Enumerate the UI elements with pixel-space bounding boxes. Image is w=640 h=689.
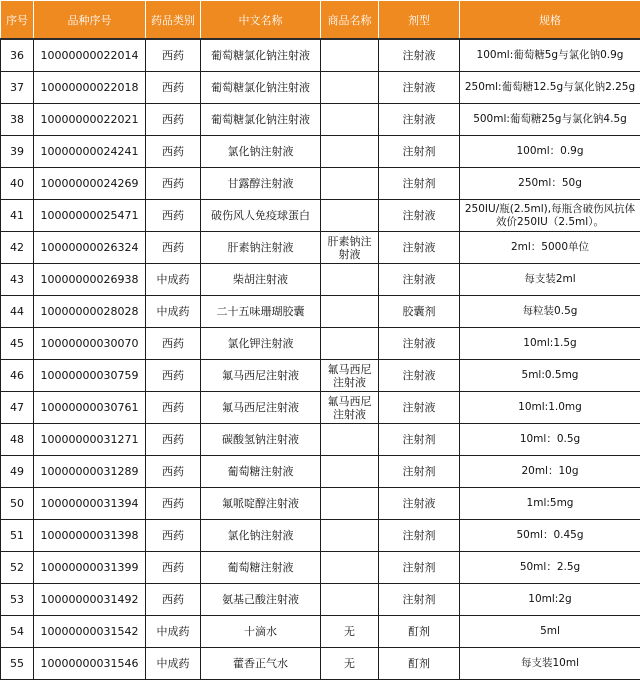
cell-variety-number: 10000000024269 <box>34 168 146 200</box>
cell-index: 50 <box>1 488 34 520</box>
cell-specification: 5ml <box>460 616 640 648</box>
cell-index: 40 <box>1 168 34 200</box>
header-chinese-name: 中文名称 <box>201 1 321 40</box>
cell-variety-number: 10000000024241 <box>34 136 146 168</box>
cell-dosage-form: 酊剂 <box>379 616 460 648</box>
cell-variety-number: 10000000030070 <box>34 328 146 360</box>
cell-specification: 250ml:葡萄糖12.5g与氯化钠2.25g <box>460 72 640 104</box>
table-row <box>1 296 640 328</box>
cell-trade-name <box>321 456 379 488</box>
cell-dosage-form: 注射液 <box>379 360 460 392</box>
cell-specification: 100ml：0.9g <box>460 136 640 168</box>
cell-specification: 10ml：0.5g <box>460 424 640 456</box>
cell-drug-category: 西药 <box>146 456 201 488</box>
cell-specification: 2ml：5000单位 <box>460 232 640 264</box>
cell-drug-category: 西药 <box>146 168 201 200</box>
cell-chinese-name: 氟哌啶醇注射液 <box>201 488 321 520</box>
cell-trade-name <box>321 296 379 328</box>
cell-index: 38 <box>1 104 34 136</box>
cell-drug-category: 中成药 <box>146 296 201 328</box>
cell-trade-name: 肝素钠注射液 <box>321 232 379 264</box>
cell-trade-name <box>321 168 379 200</box>
cell-variety-number: 10000000026938 <box>34 264 146 296</box>
cell-specification: 250ml：50g <box>460 168 640 200</box>
table-row <box>1 584 640 616</box>
cell-variety-number: 10000000031289 <box>34 456 146 488</box>
cell-dosage-form: 注射液 <box>379 488 460 520</box>
table-row <box>1 232 640 264</box>
table-row <box>1 520 640 552</box>
cell-variety-number: 10000000022021 <box>34 104 146 136</box>
cell-index: 52 <box>1 552 34 584</box>
cell-drug-category: 中成药 <box>146 648 201 680</box>
cell-variety-number: 10000000030759 <box>34 360 146 392</box>
cell-chinese-name: 氯化钠注射液 <box>201 520 321 552</box>
cell-dosage-form: 注射剂 <box>379 424 460 456</box>
cell-drug-category: 西药 <box>146 104 201 136</box>
cell-index: 51 <box>1 520 34 552</box>
cell-chinese-name: 肝素钠注射液 <box>201 232 321 264</box>
cell-chinese-name: 碳酸氢钠注射液 <box>201 424 321 456</box>
cell-dosage-form: 酊剂 <box>379 648 460 680</box>
cell-dosage-form: 胶囊剂 <box>379 296 460 328</box>
cell-trade-name <box>321 520 379 552</box>
cell-chinese-name: 藿香正气水 <box>201 648 321 680</box>
header-specification: 规格 <box>460 1 640 40</box>
cell-variety-number: 10000000031271 <box>34 424 146 456</box>
table-row <box>1 488 640 520</box>
cell-trade-name <box>321 584 379 616</box>
header-drug-category: 药品类别 <box>146 1 201 40</box>
cell-drug-category: 西药 <box>146 136 201 168</box>
table-row <box>1 264 640 296</box>
cell-trade-name <box>321 200 379 232</box>
cell-variety-number: 10000000022014 <box>34 39 146 72</box>
cell-dosage-form: 注射液 <box>379 104 460 136</box>
cell-chinese-name: 氨基己酸注射液 <box>201 584 321 616</box>
cell-chinese-name: 破伤风人免疫球蛋白 <box>201 200 321 232</box>
table-row <box>1 72 640 104</box>
cell-drug-category: 西药 <box>146 552 201 584</box>
cell-variety-number: 10000000031546 <box>34 648 146 680</box>
cell-trade-name: 氟马西尼注射液 <box>321 360 379 392</box>
cell-dosage-form: 注射液 <box>379 72 460 104</box>
cell-chinese-name: 氯化钠注射液 <box>201 136 321 168</box>
cell-variety-number: 10000000026324 <box>34 232 146 264</box>
cell-chinese-name: 十滴水 <box>201 616 321 648</box>
table-row <box>1 200 640 232</box>
cell-drug-category: 西药 <box>146 232 201 264</box>
cell-index: 44 <box>1 296 34 328</box>
cell-dosage-form: 注射液 <box>379 39 460 72</box>
cell-specification: 500ml:葡萄糖25g与氯化钠4.5g <box>460 104 640 136</box>
cell-index: 39 <box>1 136 34 168</box>
cell-specification: 1ml:5mg <box>460 488 640 520</box>
cell-index: 55 <box>1 648 34 680</box>
table-row <box>1 39 640 72</box>
cell-trade-name <box>321 328 379 360</box>
cell-variety-number: 10000000031398 <box>34 520 146 552</box>
cell-specification: 每支装10ml <box>460 648 640 680</box>
table-row <box>1 424 640 456</box>
table-row <box>1 136 640 168</box>
table-row <box>1 392 640 424</box>
cell-index: 43 <box>1 264 34 296</box>
header-dosage-form: 剂型 <box>379 1 460 40</box>
cell-drug-category: 西药 <box>146 328 201 360</box>
cell-variety-number: 10000000022018 <box>34 72 146 104</box>
cell-specification: 50ml：2.5g <box>460 552 640 584</box>
cell-specification: 10ml:1.0mg <box>460 392 640 424</box>
cell-dosage-form: 注射液 <box>379 328 460 360</box>
cell-drug-category: 西药 <box>146 424 201 456</box>
cell-index: 49 <box>1 456 34 488</box>
table-row <box>1 552 640 584</box>
table-row <box>1 328 640 360</box>
cell-specification: 50ml：0.45g <box>460 520 640 552</box>
table-row <box>1 616 640 648</box>
cell-dosage-form: 注射剂 <box>379 168 460 200</box>
cell-chinese-name: 氟马西尼注射液 <box>201 360 321 392</box>
cell-dosage-form: 注射液 <box>379 232 460 264</box>
cell-variety-number: 10000000031394 <box>34 488 146 520</box>
table-row <box>1 456 640 488</box>
cell-specification: 20ml：10g <box>460 456 640 488</box>
cell-variety-number: 10000000028028 <box>34 296 146 328</box>
cell-chinese-name: 葡萄糖注射液 <box>201 456 321 488</box>
cell-specification: 5ml:0.5mg <box>460 360 640 392</box>
cell-index: 46 <box>1 360 34 392</box>
cell-drug-category: 西药 <box>146 72 201 104</box>
cell-index: 53 <box>1 584 34 616</box>
cell-drug-category: 西药 <box>146 584 201 616</box>
cell-dosage-form: 注射剂 <box>379 552 460 584</box>
cell-dosage-form: 注射剂 <box>379 456 460 488</box>
cell-chinese-name: 柴胡注射液 <box>201 264 321 296</box>
cell-trade-name <box>321 424 379 456</box>
cell-index: 36 <box>1 39 34 72</box>
cell-trade-name <box>321 72 379 104</box>
cell-index: 45 <box>1 328 34 360</box>
cell-trade-name: 无 <box>321 616 379 648</box>
cell-index: 42 <box>1 232 34 264</box>
cell-specification: 每支装2ml <box>460 264 640 296</box>
cell-drug-category: 西药 <box>146 200 201 232</box>
cell-index: 37 <box>1 72 34 104</box>
cell-trade-name: 无 <box>321 648 379 680</box>
cell-drug-category: 西药 <box>146 520 201 552</box>
cell-trade-name <box>321 552 379 584</box>
cell-trade-name: 氟马西尼注射液 <box>321 392 379 424</box>
table-row <box>1 648 640 680</box>
cell-chinese-name: 葡萄糖注射液 <box>201 552 321 584</box>
cell-dosage-form: 注射液 <box>379 392 460 424</box>
cell-specification: 100ml:葡萄糖5g与氯化钠0.9g <box>460 39 640 72</box>
cell-chinese-name: 二十五味珊瑚胶囊 <box>201 296 321 328</box>
cell-dosage-form: 注射剂 <box>379 520 460 552</box>
cell-chinese-name: 甘露醇注射液 <box>201 168 321 200</box>
table-row <box>1 168 640 200</box>
table-row <box>1 360 640 392</box>
cell-drug-category: 西药 <box>146 488 201 520</box>
cell-index: 54 <box>1 616 34 648</box>
cell-index: 47 <box>1 392 34 424</box>
cell-specification: 10ml:1.5g <box>460 328 640 360</box>
header-trade-name: 商品名称 <box>321 1 379 40</box>
cell-variety-number: 10000000031492 <box>34 584 146 616</box>
header-variety-number: 品种序号 <box>34 1 146 40</box>
cell-trade-name <box>321 104 379 136</box>
cell-chinese-name: 氟马西尼注射液 <box>201 392 321 424</box>
cell-index: 48 <box>1 424 34 456</box>
cell-variety-number: 10000000031542 <box>34 616 146 648</box>
cell-trade-name <box>321 488 379 520</box>
cell-chinese-name: 氯化钾注射液 <box>201 328 321 360</box>
header-index: 序号 <box>1 1 34 40</box>
cell-drug-category: 西药 <box>146 360 201 392</box>
header-row <box>1 1 640 40</box>
cell-variety-number: 10000000031399 <box>34 552 146 584</box>
table-body <box>1 39 640 680</box>
cell-chinese-name: 葡萄糖氯化钠注射液 <box>201 104 321 136</box>
cell-index: 41 <box>1 200 34 232</box>
cell-trade-name <box>321 136 379 168</box>
cell-dosage-form: 注射液 <box>379 200 460 232</box>
cell-specification: 250IU/瓶(2.5ml),每瓶含破伤风抗体效价250IU（2.5ml）。 <box>460 200 640 232</box>
cell-drug-category: 西药 <box>146 392 201 424</box>
cell-dosage-form: 注射液 <box>379 264 460 296</box>
cell-specification: 每粒装0.5g <box>460 296 640 328</box>
cell-drug-category: 西药 <box>146 39 201 72</box>
cell-chinese-name: 葡萄糖氯化钠注射液 <box>201 39 321 72</box>
cell-variety-number: 10000000030761 <box>34 392 146 424</box>
cell-specification: 10ml:2g <box>460 584 640 616</box>
cell-drug-category: 中成药 <box>146 616 201 648</box>
cell-chinese-name: 葡萄糖氯化钠注射液 <box>201 72 321 104</box>
cell-trade-name <box>321 39 379 72</box>
cell-variety-number: 10000000025471 <box>34 200 146 232</box>
table-row <box>1 104 640 136</box>
cell-trade-name <box>321 264 379 296</box>
cell-drug-category: 中成药 <box>146 264 201 296</box>
cell-dosage-form: 注射剂 <box>379 584 460 616</box>
cell-dosage-form: 注射剂 <box>379 136 460 168</box>
